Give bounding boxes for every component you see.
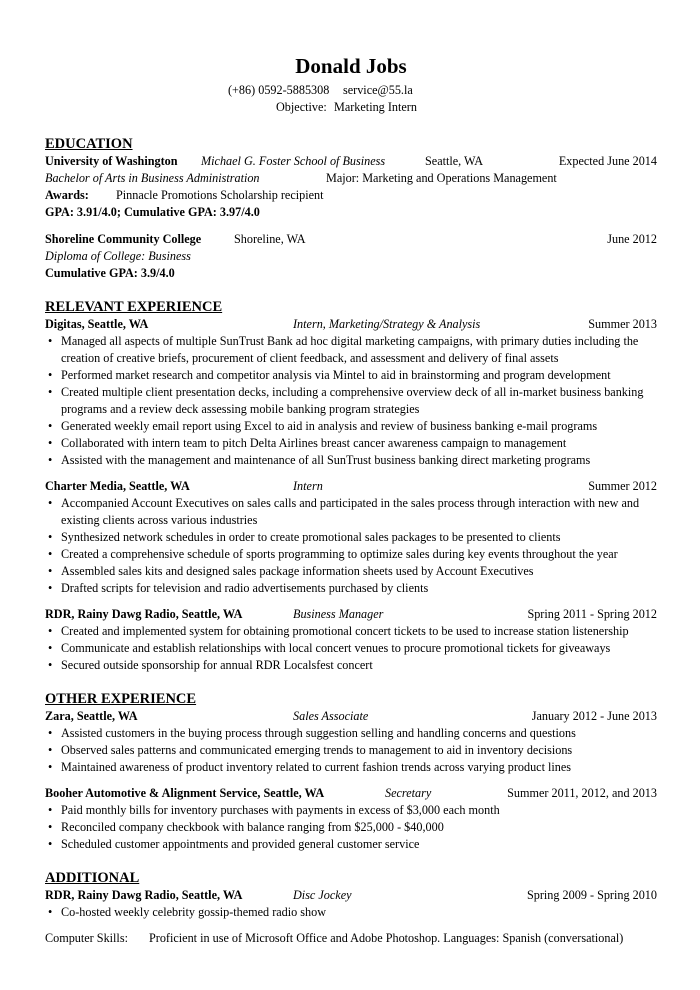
education-uw-gpa-row xyxy=(45,204,657,221)
skills-label: Computer Skills: xyxy=(45,931,128,945)
job-org: Charter Media, Seattle, WA xyxy=(45,479,190,493)
resume-page xyxy=(45,52,657,947)
job-bullets xyxy=(45,725,657,776)
job-org: Booher Automotive & Alignment Service, Seattle, WA xyxy=(45,786,325,800)
school-location: Shoreline, WA xyxy=(234,232,306,246)
contact-line xyxy=(45,82,657,99)
school-name: Shoreline Community College xyxy=(45,232,202,246)
list-item: • Created multiple client presentation decks, including a comprehensive overview deck of all in-market business banking programs and a review deck assessing mobile banking program strategies xyxy=(45,384,657,418)
list-item: • Assembled sales kits and designed sales package information sheets used by Account Executives xyxy=(45,563,657,580)
section-title-other-experience: OTHER EXPERIENCE xyxy=(45,691,197,707)
education-shoreline-degree-row xyxy=(45,248,657,265)
job-date: Summer 2012 xyxy=(588,479,657,493)
list-item: • Scheduled customer appointments and provided general customer service xyxy=(45,836,657,853)
job-date: January 2012 - June 2013 xyxy=(531,709,657,723)
list-item: • Secured outside sponsorship for annual RDR Localsfest concert xyxy=(45,657,657,674)
job-role: Intern xyxy=(293,479,323,493)
list-item: • Assisted customers in the buying process through suggestion selling and handling concerns and questions xyxy=(45,725,657,742)
education-uw-awards-row xyxy=(45,187,657,204)
school-date: Expected June 2014 xyxy=(558,154,657,168)
list-item: • Managed all aspects of multiple SunTrust Bank ad hoc digital marketing campaigns, with primary duties including the creation of creative briefs, procurement of client feedback, and assessment and delivery of final assets xyxy=(45,333,657,367)
list-item: • Generated weekly email report using Excel to aid in analysis and review of business banking e-mail programs xyxy=(45,418,657,435)
job-bullets xyxy=(45,623,657,674)
school-gpa: Cumulative GPA: 3.9/4.0 xyxy=(45,266,175,280)
school-college: Michael G. Foster School of Business xyxy=(201,154,386,168)
objective-line xyxy=(45,99,657,116)
job-date: Summer 2011, 2012, and 2013 xyxy=(507,786,657,800)
school-degree: Bachelor of Arts in Business Administration xyxy=(45,171,260,185)
school-date: June 2012 xyxy=(607,232,657,246)
section-title-additional: ADDITIONAL xyxy=(45,870,140,886)
job-header xyxy=(45,316,657,333)
awards-label: Awards: xyxy=(45,188,89,202)
job-date: Spring 2009 - Spring 2010 xyxy=(526,888,657,902)
list-item: • Observed sales patterns and communicated emerging trends to management to aid in inventory decisions xyxy=(45,742,657,759)
list-item: • Communicate and establish relationships with local concert venues to procure promotional tickets for giveaways xyxy=(45,640,657,657)
list-item: • Paid monthly bills for inventory purchases with payments in excess of $3,000 each month xyxy=(45,802,657,819)
job-bullets xyxy=(45,904,657,921)
education-uw-row xyxy=(45,153,657,170)
section-title-education: EDUCATION xyxy=(45,136,133,152)
list-item: • Co-hosted weekly celebrity gossip-themed radio show xyxy=(45,904,657,921)
education-shoreline-row xyxy=(45,231,657,248)
list-item: • Accompanied Account Executives on sales calls and participated in the sales process through interaction with new and existing clients across various industries xyxy=(45,495,657,529)
list-item: • Maintained awareness of product inventory related to current fashion trends across varying product lines xyxy=(45,759,657,776)
job-date: Spring 2011 - Spring 2012 xyxy=(527,607,657,621)
job-org: Digitas, Seattle, WA xyxy=(45,317,149,331)
job-bullets xyxy=(45,802,657,853)
list-item: • Created and implemented system for obtaining promotional concert tickets to be used to increase station listenership xyxy=(45,623,657,640)
list-item: • Created a comprehensive schedule of sports programming to optimize sales during key events throughout the year xyxy=(45,546,657,563)
school-degree: Diploma of College: Business xyxy=(45,249,191,263)
candidate-name: Donald Jobs xyxy=(295,54,407,78)
list-item: • Reconciled company checkbook with balance ranging from $25,000 - $40,000 xyxy=(45,819,657,836)
job-role: Business Manager xyxy=(293,607,384,621)
job-header xyxy=(45,887,657,904)
job-bullets xyxy=(45,495,657,597)
job-header xyxy=(45,785,657,802)
skills-value: Proficient in use of Microsoft Office and Adobe Photoshop. Languages: Spanish (conversational) xyxy=(149,931,624,945)
phone-number: (+86) 0592-5885308 xyxy=(228,83,330,97)
job-bullets xyxy=(45,333,657,469)
job-header xyxy=(45,606,657,623)
job-date: Summer 2013 xyxy=(588,317,657,331)
section-title-relevant-experience: RELEVANT EXPERIENCE xyxy=(45,299,223,315)
objective-value: Marketing Intern xyxy=(334,100,417,114)
education-uw-degree-row xyxy=(45,170,657,187)
job-header xyxy=(45,478,657,495)
school-gpa: GPA: 3.91/4.0; Cumulative GPA: 3.97/4.0 xyxy=(45,205,260,219)
list-item: • Drafted scripts for television and radio advertisements purchased by clients xyxy=(45,580,657,597)
list-item: • Performed market research and competitor analysis via Mintel to aid in brainstorming and program development xyxy=(45,367,657,384)
job-header xyxy=(45,708,657,725)
school-name: University of Washington xyxy=(45,154,178,168)
education-shoreline-gpa-row xyxy=(45,265,657,282)
job-org: RDR, Rainy Dawg Radio, Seattle, WA xyxy=(45,607,243,621)
email-address: service@55.la xyxy=(343,83,413,97)
job-org: RDR, Rainy Dawg Radio, Seattle, WA xyxy=(45,888,243,902)
job-role: Sales Associate xyxy=(293,709,369,723)
school-major: Major: Marketing and Operations Management xyxy=(326,171,557,185)
list-item: • Synthesized network schedules in order to create promotional sales packages to be presented to clients xyxy=(45,529,657,546)
job-org: Zara, Seattle, WA xyxy=(45,709,138,723)
school-location: Seattle, WA xyxy=(425,154,483,168)
computer-skills-row xyxy=(45,930,657,947)
job-role: Intern, Marketing/Strategy & Analysis xyxy=(293,317,481,331)
objective-label: Objective: xyxy=(276,100,327,114)
list-item: • Assisted with the management and maintenance of all SunTrust business banking direct marketing programs xyxy=(45,452,657,469)
list-item: • Collaborated with intern team to pitch Delta Airlines breast cancer awareness campaign to management xyxy=(45,435,657,452)
job-role: Secretary xyxy=(385,786,432,800)
job-role: Disc Jockey xyxy=(293,888,352,902)
awards-value: Pinnacle Promotions Scholarship recipient xyxy=(116,188,324,202)
